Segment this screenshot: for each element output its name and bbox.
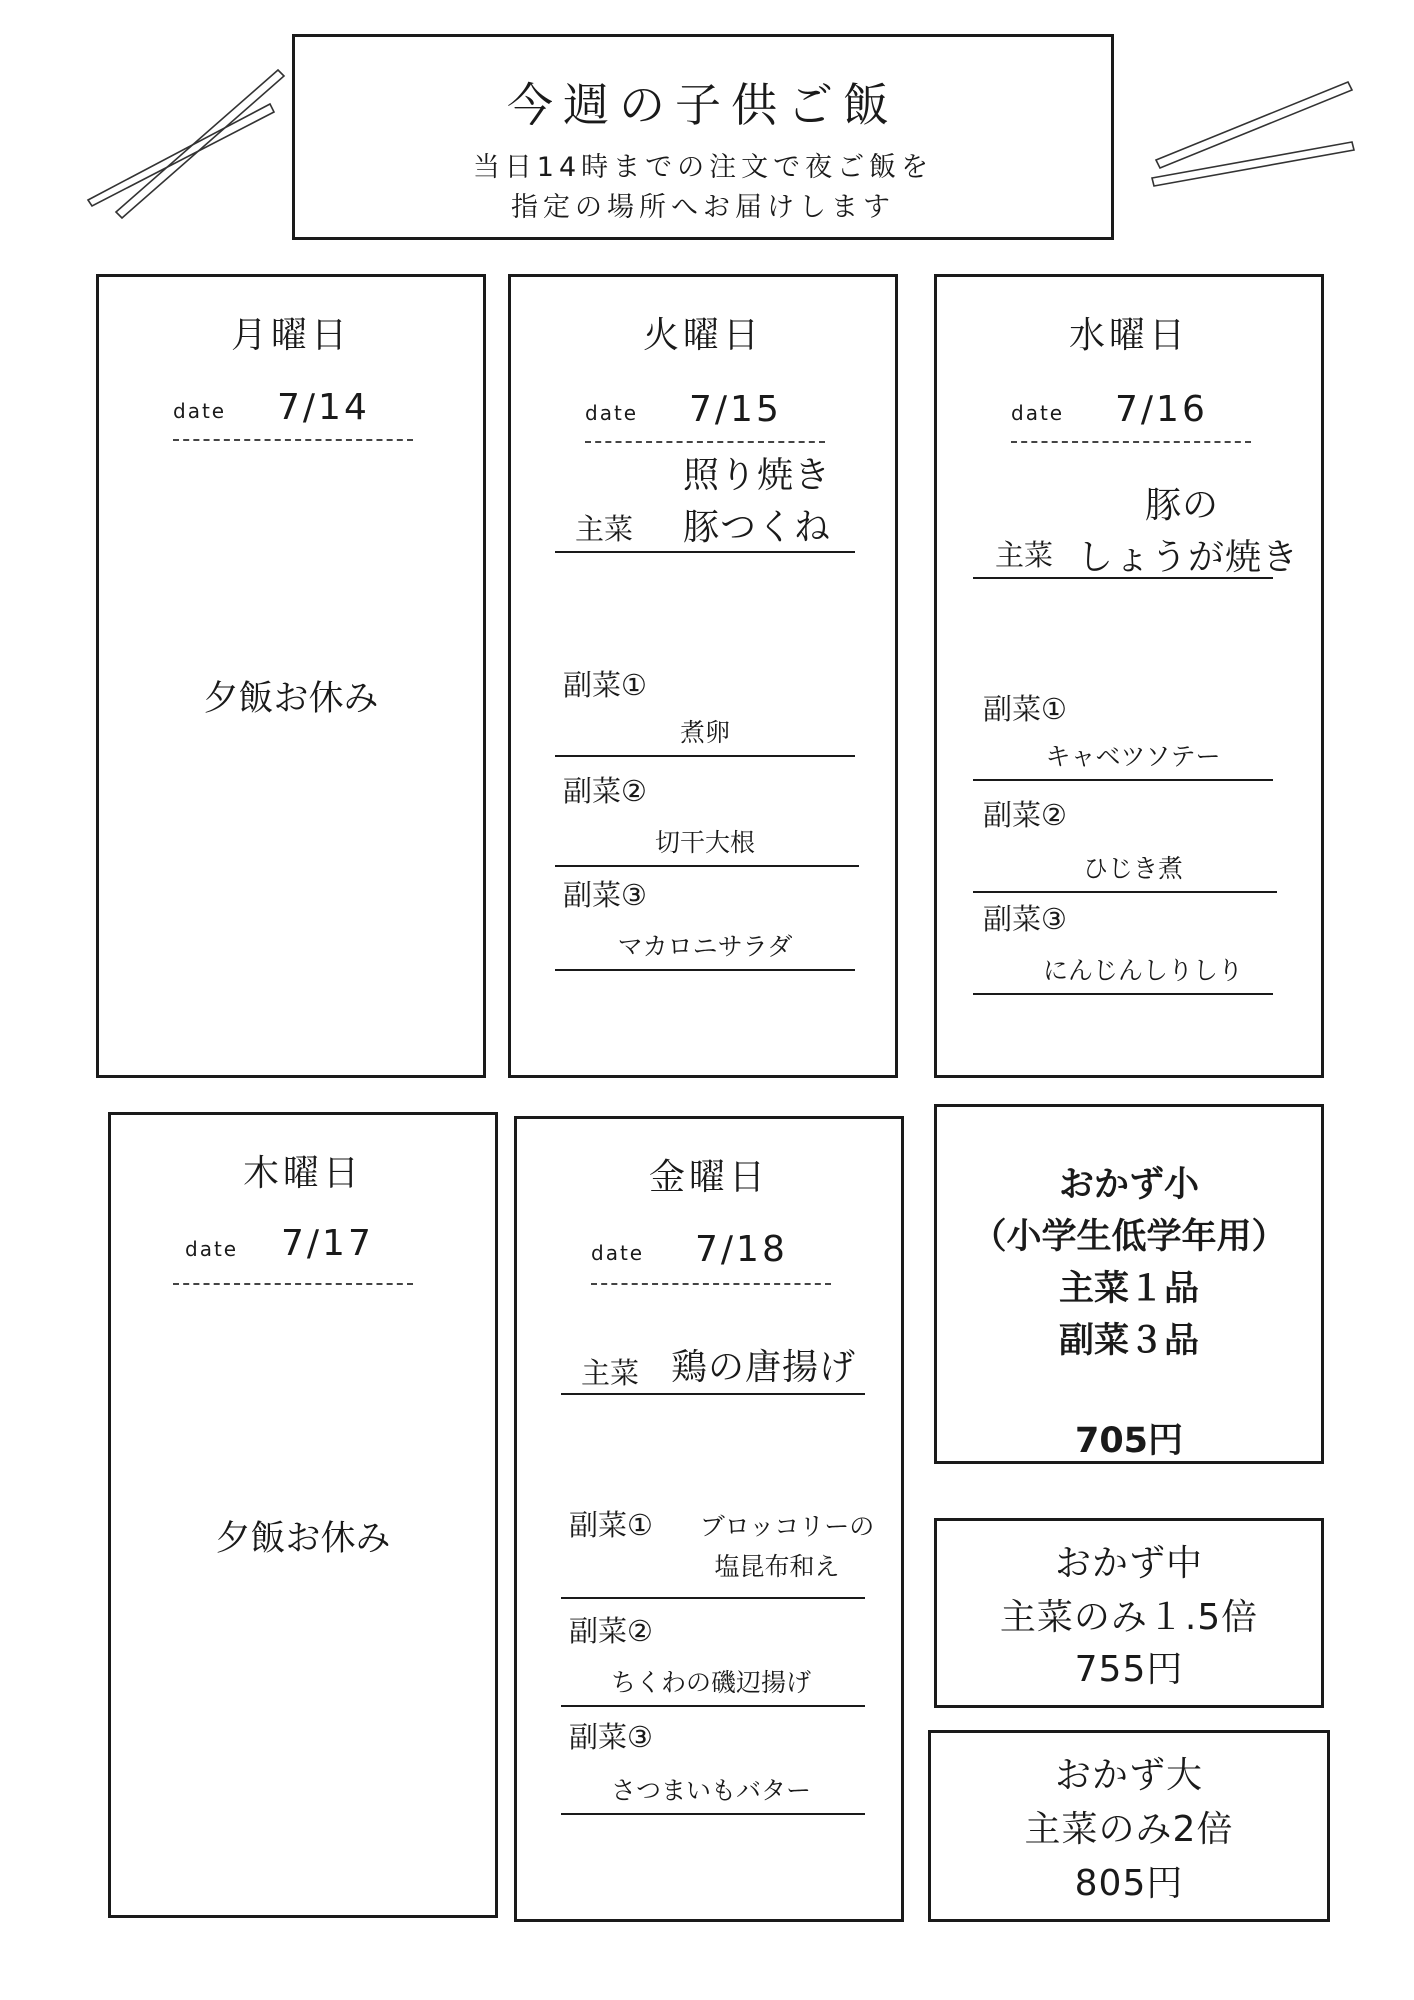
side-dish-divider	[555, 969, 855, 971]
date-value: 7/15	[689, 389, 782, 430]
price-card-large	[928, 1730, 1330, 1922]
side-dish-1-label: 副菜①	[563, 668, 647, 702]
date-label: date	[173, 399, 227, 423]
closed-note: 夕飯お休み	[215, 1519, 391, 1559]
side-dish-divider	[555, 865, 859, 867]
header-box	[292, 34, 1114, 240]
date-divider	[173, 1283, 413, 1285]
date-value: 7/14	[277, 387, 370, 428]
side-dish-3: マカロニサラダ	[617, 932, 793, 961]
price-description: 主菜のみ１.5倍	[999, 1597, 1259, 1638]
main-dish: 鶏の唐揚げ	[671, 1347, 857, 1388]
price-description: 主菜のみ2倍	[1024, 1809, 1234, 1850]
side-dish-2-label: 副菜②	[569, 1614, 653, 1648]
day-card-wednesday	[934, 274, 1324, 1078]
day-title: 水曜日	[1068, 315, 1189, 356]
chopsticks-icon-left	[80, 60, 290, 220]
main-dish-line2: しょうが焼き	[1077, 537, 1300, 578]
date-value: 7/16	[1115, 389, 1208, 430]
price-amount: 705円	[1074, 1421, 1184, 1461]
header-subtitle-line2: 指定の場所へお届けします	[511, 192, 895, 223]
header-subtitle-line1: 当日14時までの注文で夜ご飯を	[472, 152, 934, 183]
main-dish-label: 主菜	[575, 512, 634, 546]
date-divider	[585, 441, 825, 443]
side-dish-1-line1: ブロッコリーの	[699, 1512, 875, 1541]
side-dish-3: さつまいもバター	[610, 1776, 811, 1805]
price-name: おかず大	[1054, 1755, 1203, 1796]
side-dish-divider	[973, 891, 1277, 893]
side-dish-1-label: 副菜①	[569, 1508, 653, 1542]
day-card-monday	[96, 274, 486, 1078]
side-dish-1: キャベツソテー	[1045, 742, 1221, 771]
side-dish-3: にんじんしりしり	[1042, 956, 1243, 985]
side-dish-1-line2: 塩昆布和え	[714, 1552, 840, 1581]
date-label: date	[185, 1237, 239, 1261]
day-title: 金曜日	[648, 1157, 769, 1198]
price-amount: 755円	[1074, 1649, 1184, 1690]
side-dish-1-label: 副菜①	[983, 692, 1067, 726]
price-card-medium	[934, 1518, 1324, 1708]
price-side-count: 副菜３品	[1058, 1321, 1199, 1361]
date-divider	[173, 439, 413, 441]
side-dish-2-label: 副菜②	[563, 774, 647, 808]
main-dish-line2: 豚つくね	[683, 507, 832, 548]
side-dish-2: ひじき煮	[1082, 854, 1183, 883]
price-amount: 805円	[1074, 1863, 1184, 1904]
side-dish-2: ちくわの磯辺揚げ	[610, 1668, 811, 1697]
price-card-small	[934, 1104, 1324, 1464]
date-divider	[591, 1283, 831, 1285]
day-title: 月曜日	[230, 315, 351, 356]
date-divider	[1011, 441, 1251, 443]
day-title: 火曜日	[642, 315, 763, 356]
date-value: 7/18	[695, 1229, 788, 1270]
side-dish-3-label: 副菜③	[563, 878, 647, 912]
side-dish-3-label: 副菜③	[983, 902, 1067, 936]
side-dish-divider	[561, 1813, 865, 1815]
page-title: 今週の子供ご飯	[507, 78, 899, 132]
day-card-thursday	[108, 1112, 498, 1918]
price-target: （小学生低学年用）	[971, 1217, 1287, 1257]
main-dish-divider	[561, 1393, 865, 1395]
side-dish-divider	[973, 779, 1273, 781]
side-dish-divider	[561, 1597, 865, 1599]
main-dish-divider	[555, 551, 855, 553]
chopsticks-icon-right	[1150, 68, 1360, 198]
price-name: おかず中	[1054, 1543, 1203, 1584]
day-card-friday	[514, 1116, 904, 1922]
date-label: date	[591, 1241, 645, 1265]
main-dish-line1: 豚の	[1145, 485, 1220, 526]
date-label: date	[585, 401, 639, 425]
price-name: おかず小	[1058, 1165, 1199, 1205]
date-value: 7/17	[281, 1223, 374, 1264]
price-main-count: 主菜１品	[1058, 1269, 1199, 1309]
side-dish-divider	[973, 993, 1273, 995]
main-dish-divider	[973, 577, 1273, 579]
side-dish-divider	[561, 1705, 865, 1707]
main-dish-line1: 照り焼き	[683, 455, 832, 496]
date-label: date	[1011, 401, 1065, 425]
day-card-tuesday	[508, 274, 898, 1078]
side-dish-1: 煮卵	[679, 718, 730, 747]
side-dish-2: 切干大根	[654, 828, 755, 857]
closed-note: 夕飯お休み	[203, 679, 379, 719]
main-dish-label: 主菜	[581, 1356, 640, 1390]
side-dish-3-label: 副菜③	[569, 1720, 653, 1754]
day-title: 木曜日	[242, 1153, 363, 1194]
side-dish-2-label: 副菜②	[983, 798, 1067, 832]
main-dish-label: 主菜	[995, 538, 1054, 572]
side-dish-divider	[555, 755, 855, 757]
